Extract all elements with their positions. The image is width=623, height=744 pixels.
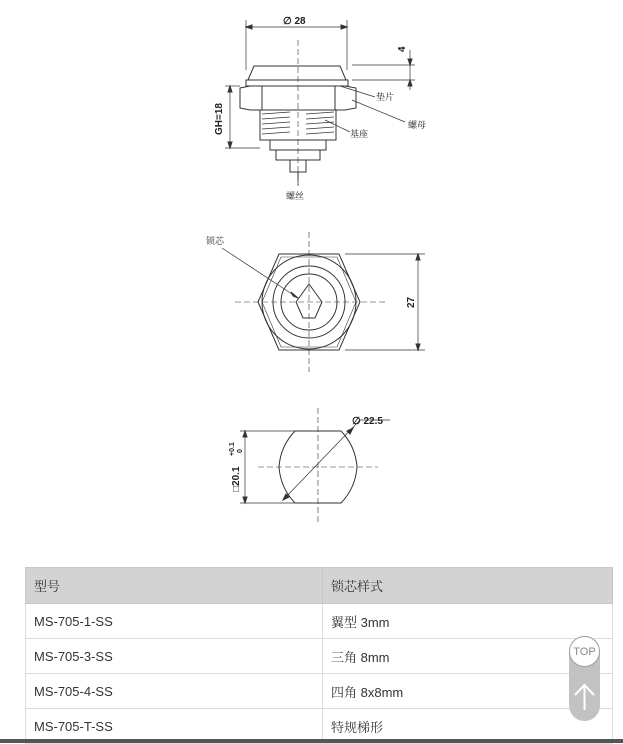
cell-core-style: 特规梯形: [323, 709, 613, 744]
cell-model: MS-705-1-SS: [26, 604, 323, 639]
cell-core-style: 三角 8mm: [323, 639, 613, 674]
label-screw: 螺丝: [286, 192, 305, 202]
front-view: [222, 232, 425, 372]
cell-model: MS-705-4-SS: [26, 674, 323, 709]
bottom-bar: [0, 739, 623, 743]
dim-tol-upper: +0.1: [229, 442, 236, 456]
cell-core-style: 四角 8x8mm: [323, 674, 613, 709]
label-gasket: 垫片: [376, 93, 395, 103]
dim-diameter-top: ∅ 28: [283, 16, 306, 27]
table-row: [26, 674, 613, 709]
top-label-circle[interactable]: [569, 636, 600, 667]
header-core-style: 锁芯样式: [323, 568, 613, 604]
header-model: 型号: [26, 568, 323, 604]
label-core: 锁芯: [206, 237, 225, 247]
dim-height-top: 4: [397, 46, 408, 52]
spec-table: [25, 567, 613, 744]
dim-gh: GH=18: [214, 103, 225, 135]
label-nut: 螺母: [408, 121, 427, 131]
cell-model: MS-705-T-SS: [26, 709, 323, 744]
top-label: TOP: [573, 645, 596, 658]
arrow-up-icon: [573, 682, 596, 712]
dim-square: □20.1: [231, 466, 242, 492]
table-header-row: [26, 568, 613, 604]
cell-core-style: 翼型 3mm: [323, 604, 613, 639]
table-row: [26, 639, 613, 674]
back-to-top-button[interactable]: [569, 636, 600, 721]
label-base: 基座: [350, 130, 369, 140]
side-view: [225, 20, 415, 186]
table-row: [26, 604, 613, 639]
dim-diameter-bottom: ∅ 22.5: [352, 416, 383, 427]
cell-model: MS-705-3-SS: [26, 639, 323, 674]
dim-width-front: 27: [406, 296, 417, 308]
dim-tol-lower: 0: [237, 449, 244, 453]
